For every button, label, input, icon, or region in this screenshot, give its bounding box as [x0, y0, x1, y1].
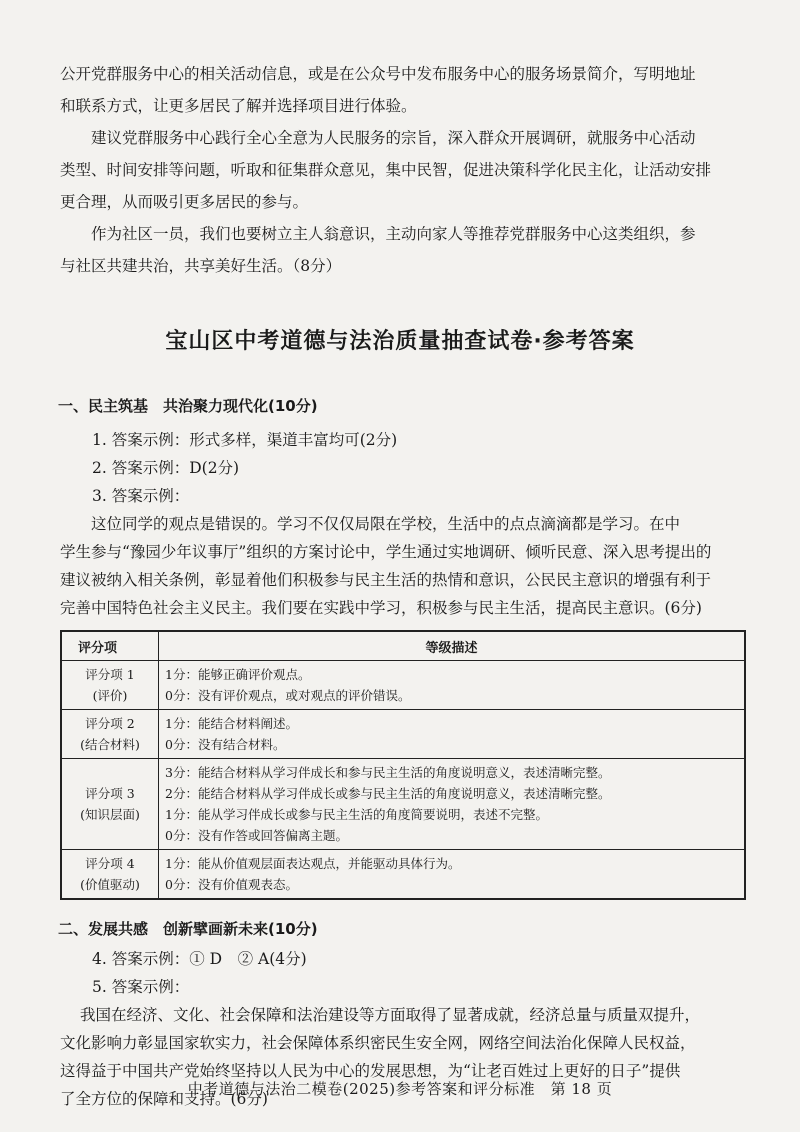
rubric-row [61, 710, 745, 759]
section-heading-2: 二、发展共感 创新擘画新未来(10分) [58, 920, 318, 938]
rubric-row [61, 661, 745, 710]
rubric-item-cell [61, 759, 159, 850]
rubric-header-item: 评分项 [61, 631, 159, 661]
answer-4: 4. 答案示例：① D ② A(4分) [92, 950, 307, 968]
answer-2: 2. 答案示例：D(2分) [92, 459, 240, 477]
rubric-level: 1分：能从学习伴成长或参与民主生活的角度简要说明，表述不完整。 [165, 807, 548, 822]
rubric-header-row [61, 631, 745, 661]
intro-line: 公开党群服务中心的相关活动信息，或是在公众号中发布服务中心的服务场景简介，写明地址 [60, 65, 696, 83]
intro-line: 类型、时间安排等问题，听取和征集群众意见，集中民智，促进决策科学化民主化，让活动安排 [60, 161, 712, 179]
intro-line: 作为社区一员，我们也要树立主人翁意识，主动向家人等推荐党群服务中心这类组织，参 [91, 225, 696, 243]
intro-line: 与社区共建共治，共享美好生活。（8分） [60, 257, 342, 275]
answer-3-text: 完善中国特色社会主义民主。我们要在实践中学习，积极参与民主生活，提高民主意识。(6分) [60, 599, 702, 617]
rubric-level: 0分：没有价值观表态。 [165, 877, 298, 892]
rubric-item-dimension: (评价) [92, 688, 128, 703]
rubric-item-dimension: (价值驱动) [80, 877, 140, 892]
rubric-desc-cell [159, 759, 746, 850]
rubric-item-name: 评分项 4 [85, 856, 135, 871]
intro-line: 和联系方式，让更多居民了解并选择项目进行体验。 [60, 97, 417, 115]
rubric-item-name: 评分项 3 [85, 786, 135, 801]
answer-1: 1. 答案示例：形式多样，渠道丰富均可(2分) [92, 431, 398, 449]
page-title: 宝山区中考道德与法治质量抽查试卷·参考答案 [165, 329, 635, 354]
rubric-item-name: 评分项 1 [85, 667, 135, 682]
rubric-header-desc: 等级描述 [159, 631, 746, 661]
answer-5-text: 我国在经济、文化、社会保障和法治建设等方面取得了显著成就，经济总量与质量双提升， [80, 1006, 701, 1024]
rubric-level: 1分：能够正确评价观点。 [165, 667, 311, 682]
rubric-item-dimension: (知识层面) [80, 807, 140, 822]
page-footer: 中考道德与法治二模卷(2025)参考答案和评分标准 第 18 页 [187, 1080, 613, 1098]
answer-5-text: 了全方位的保障和支持。(6分) [60, 1090, 268, 1108]
answer-3-text: 这位同学的观点是错误的。学习不仅仅局限在学校，生活中的点点滴滴都是学习。在中 [91, 515, 681, 533]
rubric-item-cell [61, 850, 159, 900]
rubric-desc-cell [159, 710, 746, 759]
answer-5-text: 这得益于中国共产党始终坚持以人民为中心的发展思想，为“让老百姓过上更好的日子”提供 [60, 1062, 681, 1080]
rubric-row [61, 850, 745, 900]
rubric-level: 1分：能结合材料阐述。 [165, 716, 298, 731]
rubric-item-cell [61, 661, 159, 710]
rubric-desc-cell [159, 850, 746, 900]
rubric-level: 3分：能结合材料从学习伴成长和参与民主生活的角度说明意义，表述清晰完整。 [165, 765, 611, 780]
rubric-item-cell [61, 710, 159, 759]
rubric-level: 2分：能结合材料从学习伴成长或参与民主生活的角度说明意义，表述清晰完整。 [165, 786, 611, 801]
rubric-item-dimension: (结合材料) [80, 737, 140, 752]
intro-paragraphs [0, 58, 800, 282]
rubric-item-name: 评分项 2 [85, 716, 135, 731]
answer-3-label: 3. 答案示例： [92, 487, 190, 505]
answer-5-label: 5. 答案示例： [92, 978, 190, 996]
answer-3-text: 学生参与“豫园少年议事厅”组织的方案讨论中，学生通过实地调研、倾听民意、深入思考提出的 [60, 543, 712, 561]
rubric-row [61, 759, 745, 850]
rubric-level: 1分：能从价值观层面表达观点，并能驱动具体行为。 [165, 856, 461, 871]
rubric-level: 0分：没有结合材料。 [165, 737, 286, 752]
answer-5-text: 文化影响力彰显国家软实力，社会保障体系织密民生安全网，网络空间法治化保障人民权益， [60, 1034, 696, 1052]
answer-3-text: 建议被纳入相关条例，彰显着他们积极参与民主生活的热情和意识，公民民主意识的增强有利于 [60, 571, 712, 589]
intro-line: 更合理，从而吸引更多居民的参与。 [60, 193, 309, 211]
scoring-rubric-table [60, 630, 746, 900]
intro-line: 建议党群服务中心践行全心全意为人民服务的宗旨，深入群众开展调研，就服务中心活动 [91, 129, 696, 147]
section-heading-1: 一、民主筑基 共治聚力现代化(10分) [58, 397, 318, 415]
rubric-level: 0分：没有作答或回答偏离主题。 [165, 828, 348, 843]
rubric-desc-cell [159, 661, 746, 710]
rubric-level: 0分：没有评价观点，或对观点的评价错误。 [165, 688, 411, 703]
